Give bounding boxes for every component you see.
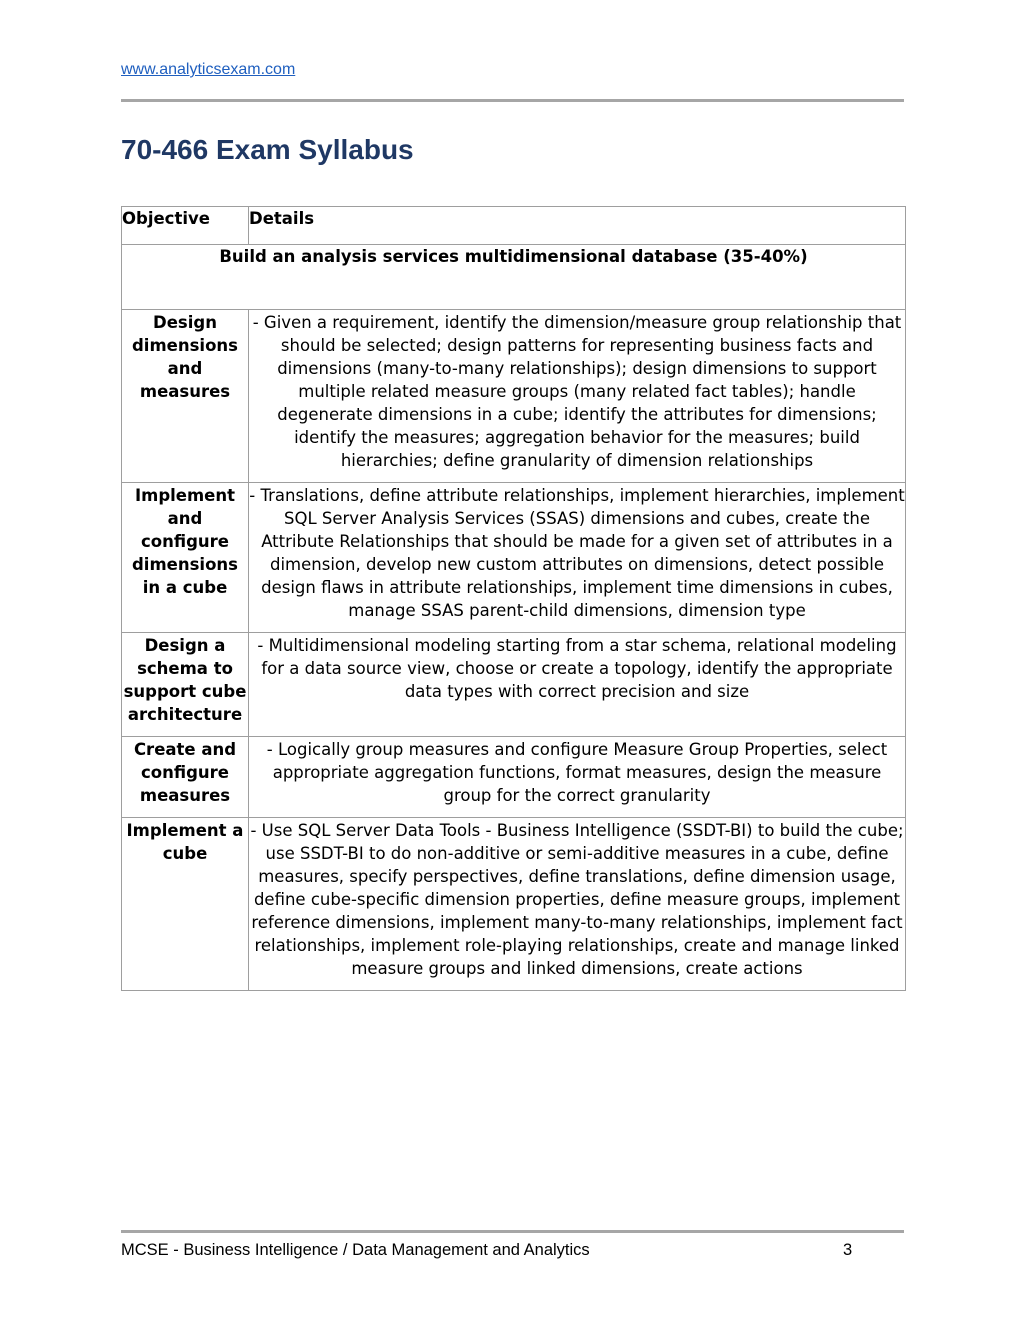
details-cell: - Given a requirement, identify the dimension/measure group relationship that should be selected; design patterns for representing business facts and dimensions (many-to-many relationships); design dimensions to support multiple related measure groups (many related fact tables); handle degenerate dimensions in a cube; identify the attributes for dimensions; identify the measures; aggregation behavior for the measures; build hierarchies; define granularity of dimension relationships [249,310,906,483]
objective-cell: Implement and configure dimensions in a cube [122,483,249,633]
details-cell: - Logically group measures and configure Measure Group Properties, select appropriate aggregation functions, format measures, design the measure group for the correct granularity [249,737,906,818]
footer-divider [121,1230,904,1233]
table-row [122,483,906,633]
table-row [122,818,906,991]
header-divider [121,99,904,102]
details-cell: - Use SQL Server Data Tools - Business Intelligence (SSDT-BI) to build the cube; use SSDT-BI to do non-additive or semi-additive measures in a cube, define measures, specify perspectives, define translations, define dimension usage, define cube-specific dimension properties, define measure groups, implement reference dimensions, implement many-to-many relationships, implement fact relationships, implement role-playing relationships, create and manage linked measure groups and linked dimensions, create actions [249,818,906,991]
objective-cell: Design dimensions and measures [122,310,249,483]
table-header-row [122,207,906,245]
column-header-objective: Objective [122,207,249,245]
details-cell: - Translations, define attribute relationships, implement hierarchies, implement SQL Server Analysis Services (SSAS) dimensions and cubes, create the Attribute Relationships that should be made for a given set of attributes in a dimension, develop new custom attributes on dimensions, detect possible design flaws in attribute relationships, implement time dimensions in cubes, manage SSAS parent-child dimensions, dimension type [249,483,906,633]
page-number: 3 [843,1241,853,1259]
table-row [122,310,906,483]
objective-cell: Create and configure measures [122,737,249,818]
syllabus-table [121,206,906,991]
footer-text: MCSE - Business Intelligence / Data Management and Analytics [121,1241,590,1259]
objective-cell: Implement a cube [122,818,249,991]
page-title: 70-466 Exam Syllabus [121,134,414,165]
details-cell: - Multidimensional modeling starting from a star schema, relational modeling for a data source view, choose or create a topology, identify the appropriate data types with correct precision and size [249,633,906,737]
objective-cell: Design a schema to support cube architecture [122,633,249,737]
section-title: Build an analysis services multidimensional database (35-40%) [122,245,906,310]
table-row [122,737,906,818]
column-header-details: Details [249,207,906,245]
header-website-link[interactable]: www.analyticsexam.com [121,61,296,78]
table-row [122,633,906,737]
section-row [122,245,906,310]
